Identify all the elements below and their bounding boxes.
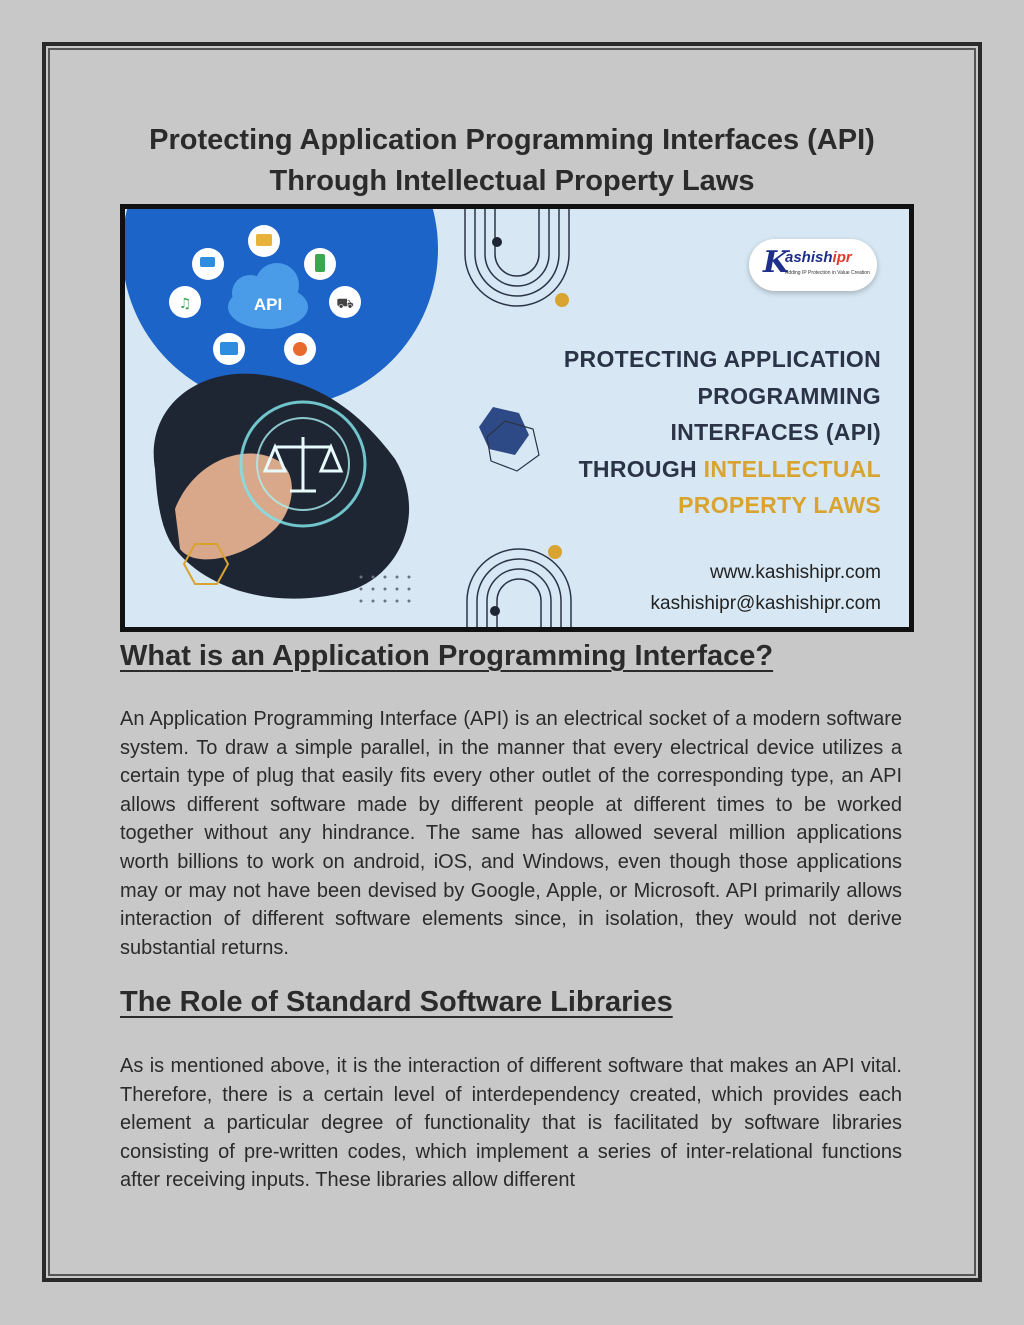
logo-wordmark-main: ashish	[785, 249, 833, 266]
dot-dark-top	[492, 237, 502, 247]
banner-website: www.kashishipr.com	[709, 562, 881, 583]
logo-wordmark	[785, 249, 852, 266]
dot-gold-bottom	[548, 545, 562, 559]
section-heading-standard-libraries: The Role of Standard Software Libraries	[120, 986, 673, 1018]
section-heading-what-is-api: What is an Application Programming Interface?	[120, 640, 774, 672]
banner-heading-line-1: PROTECTING APPLICATION	[563, 346, 881, 372]
banner-heading-line-3: INTERFACES (API)	[670, 419, 881, 445]
document-title-line-2: Through Intellectual Property Laws	[269, 165, 755, 197]
logo-initial: K	[763, 245, 790, 280]
logo-tagline: Adding IP Protection in Value Creation	[785, 270, 870, 276]
u-lines-bottom-decoration	[467, 549, 571, 627]
section-paragraph-standard-libraries: As is mentioned above, it is the interaction of different software that makes an API vital. Therefore, there is a certain level of interdependency created, which provides each element a particular degree of functionality that is facilitated by software libraries consisting of pre-written codes, which implement a series of inter-relational functions after receiving inputs. These libraries allow different	[120, 1055, 902, 1192]
phone-glyph	[315, 254, 325, 272]
banner-heading	[564, 341, 881, 524]
dot-gold-top	[555, 293, 569, 307]
banner-email: kashishipr@kashishipr.com	[650, 593, 881, 614]
banner-heading-line-4	[564, 451, 881, 488]
video-glyph	[256, 234, 272, 246]
banner-image	[120, 204, 914, 632]
car-glyph	[293, 342, 307, 356]
banner-heading-line-5: PROPERTY LAWS	[678, 492, 881, 518]
money-glyph	[220, 342, 238, 355]
cloud-api-label: API	[253, 295, 283, 314]
kashishipr-logo	[749, 239, 877, 291]
logo-wordmark-accent: ipr	[832, 249, 852, 266]
document-title	[120, 120, 904, 202]
banner-heading-through: THROUGH	[578, 455, 704, 482]
music-glyph: ♫	[178, 296, 192, 312]
cart-glyph: ⛟	[336, 296, 354, 312]
section-paragraph-what-is-api: An Application Programming Interface (API) is an electrical socket of a modern software system. To draw a simple parallel, in the manner that every electrical device utilizes a certain type of plug that easily fits every other outlet of the corresponding type, an API allows different software made by different people at different times to be worked together without any hindrance. The same has allowed several million applications worth billions to work on android, iOS, and Windows, even though those applications may or may not have been devised by Google, Apple, or Microsoft. API primarily allows interaction of different software elements since, in isolation, they would not derive substantial returns.	[120, 708, 902, 959]
banner-heading-line-2: PROGRAMMING	[697, 382, 881, 409]
u-lines-top-decoration	[465, 209, 569, 306]
banner-contact	[651, 557, 882, 619]
dot-dark-bottom	[490, 606, 500, 616]
hexagon-navy	[479, 407, 529, 455]
chat-glyph	[200, 257, 215, 267]
banner-heading-intellectual: INTELLECTUAL	[703, 455, 881, 482]
document-title-line-1: Protecting Application Programming Interfaces (API)	[149, 124, 875, 156]
